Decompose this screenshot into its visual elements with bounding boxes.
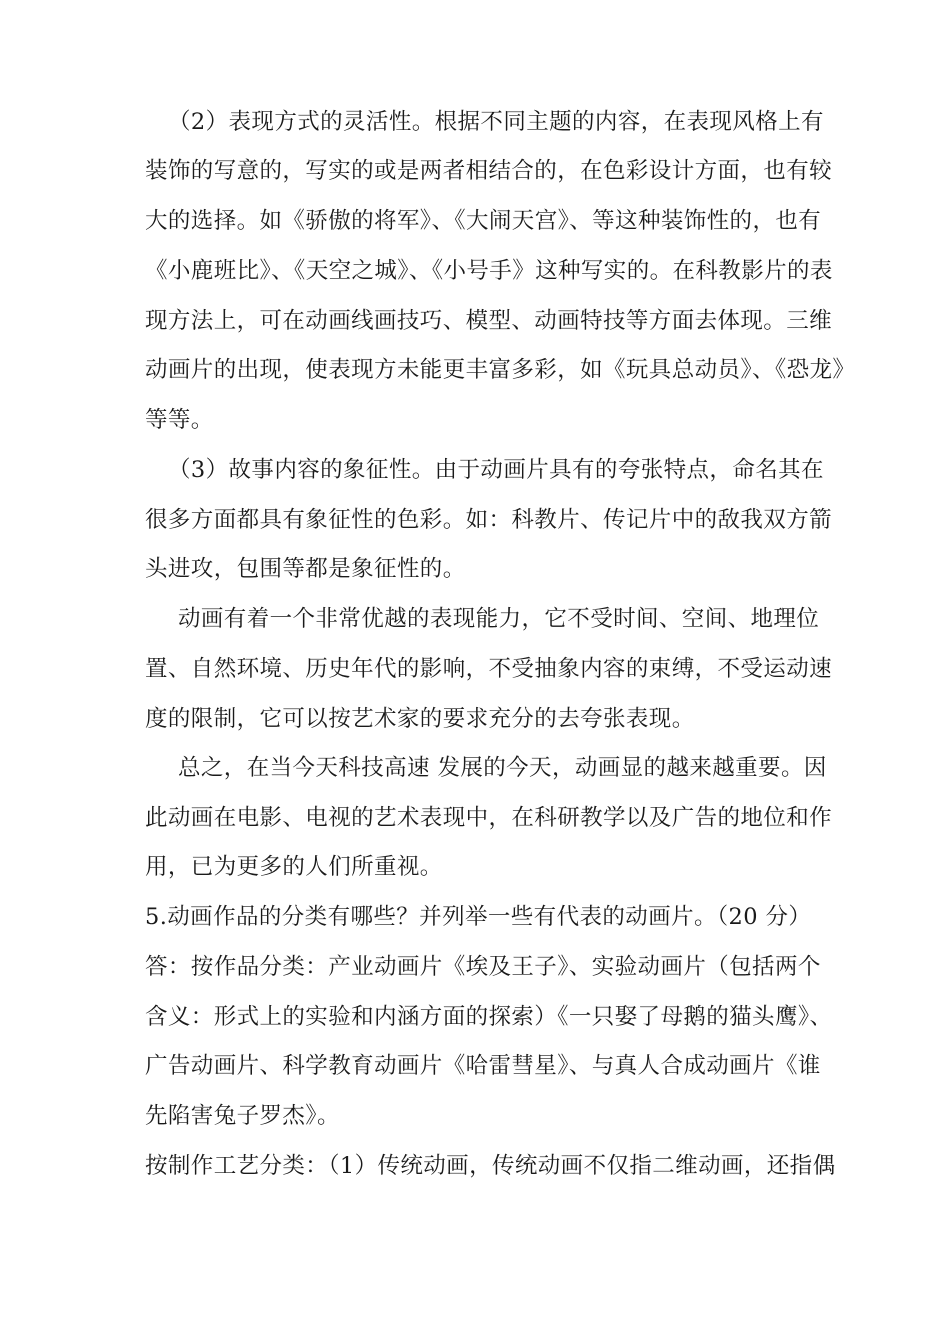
text-line: 动画片的出现，使表现方未能更丰富多彩，如《玩具总动员》、《恐龙》 (145, 357, 856, 383)
text-line: 度的限制，它可以按艺术家的要求充分的去夸张表现。 (145, 706, 695, 732)
text-line: 先陷害兔子罗杰》。 (145, 1103, 340, 1129)
text-line: 《小鹿班比》、《天空之城》、《小号手》这种写实的。在科教影片的表 (145, 258, 833, 284)
text-line: （3）故事内容的象征性。由于动画片具有的夸张特点，命名其在 (168, 457, 824, 483)
text-line: 头进攻，包围等都是象征性的。 (145, 556, 466, 582)
text-line: 置、自然环境、历史年代的影响，不受抽象内容的束缚，不受运动速 (145, 656, 833, 682)
text-line: 很多方面都具有象征性的色彩。如：科教片、传记片中的敌我双方箭 (145, 507, 833, 533)
text-line: 答：按作品分类：产业动画片《埃及王子》、实验动画片（包括两个 (145, 954, 821, 980)
text-line: 装饰的写意的，写实的或是两者相结合的，在色彩设计方面，也有较 (145, 158, 833, 184)
text-line: 用，已为更多的人们所重视。 (145, 854, 443, 880)
text-line: 总之，在当今天科技高速 发展的今天，动画显的越来越重要。因 (178, 755, 827, 781)
text-line: 广告动画片、科学教育动画片《哈雷彗星》、与真人合成动画片《谁 (145, 1053, 821, 1079)
text-line: 大的选择。如《骄傲的将军》、《大闹天宫》、等这种装饰性的，也有 (145, 208, 822, 234)
text-line: 现方法上，可在动画线画技巧、模型、动画特技等方面去体现。三维 (145, 308, 833, 334)
text-line: 等等。 (145, 407, 214, 433)
text-line: 含义：形式上的实验和内涵方面的探索）《一只娶了母鹅的猫头鹰》、 (145, 1004, 833, 1030)
text-line: 按制作工艺分类：（1）传统动画，传统动画不仅指二维动画，还指偶 (145, 1153, 836, 1179)
question-heading: 5.动画作品的分类有哪些？并列举一些有代表的动画片。（20 分） (145, 904, 812, 930)
text-line: 动画有着一个非常优越的表现能力，它不受时间、空间、地理位 (178, 606, 820, 632)
text-line: （2）表现方式的灵活性。根据不同主题的内容，在表现风格上有 (168, 109, 824, 135)
text-line: 此动画在电影、电视的艺术表现中，在科研教学以及广告的地位和作 (145, 805, 833, 831)
